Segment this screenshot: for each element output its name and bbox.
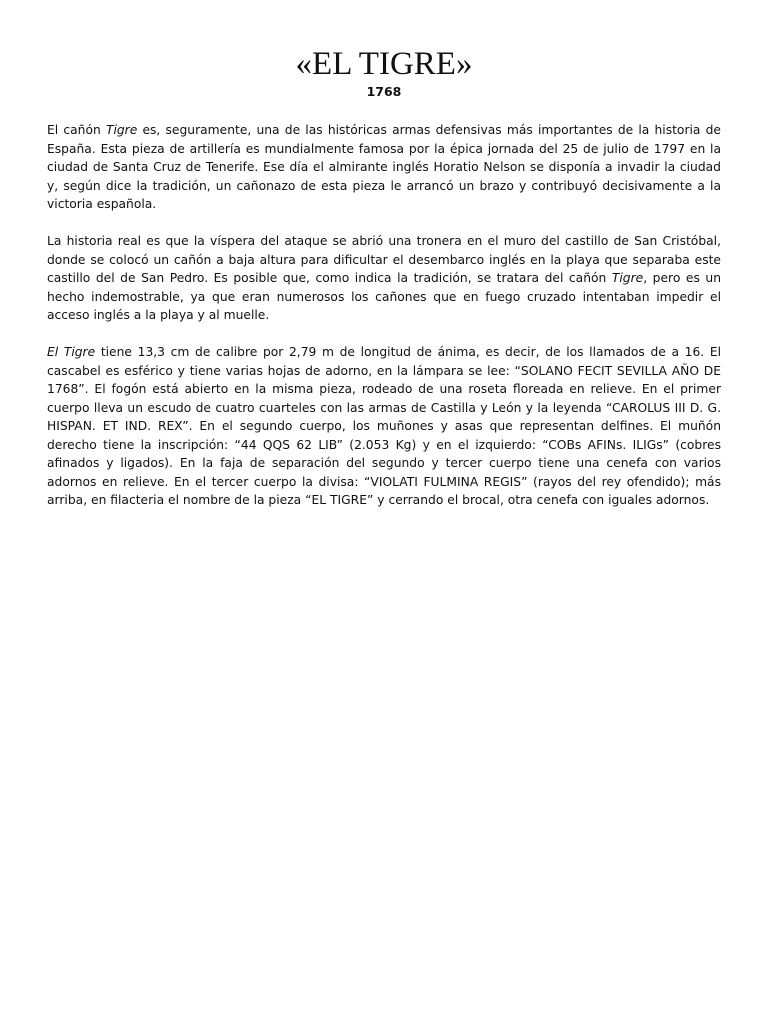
text-segment: La historia real es que la víspera del ataque se abrió una tronera en el muro del castillo de San Cristóbal, donde se colocó un cañón a baja altura para dificultar el desembarco inglés en la playa que separaba este castillo del de San Pedro. Es posible que, como indica la tradición, se tratara del cañón bbox=[47, 234, 721, 285]
text-segment: El cañón bbox=[47, 123, 106, 137]
paragraph-description bbox=[47, 343, 721, 510]
document-body bbox=[47, 121, 721, 510]
text-segment-italic: Tigre bbox=[105, 123, 138, 137]
text-segment: , pero es un hecho indemostrable, ya que eran numerosos los cañones que en fuego cruzado intentaban impedir el acceso inglés a la playa y al muelle. bbox=[47, 271, 722, 322]
text-segment: tiene 13,3 cm de calibre por 2,79 m de longitud de ánima, es decir, de los llamados de a 16. El cascabel es esférico y tiene varias hojas de adorno, en la lámpara se lee: “SOLANO FECIT SEVILLA AÑO DE 1768”. El fogón está abierto en la misma pieza, rodeado de una roseta floreada en relieve. En el primer cuerpo lleva un escudo de cuatro cuarteles con las armas de Castilla y León y la leyenda “CAROLUS III D. G. HISPAN. ET IND. REX”. En el segundo cuerpo, los muñones y asas que representan delfines. El muñón derecho tiene la inscripción: “44 QQS 62 LIB” (2.053 Kg) y en el izquierdo: “COBs AFINs. ILIGs” (cobres afinados y ligados). En la faja de separación del segundo y tercer cuerpo tiene una cenefa con varios adornos en relieve. En el tercer cuerpo la divisa: “VIOLATI FULMINA REGIS” (rayos del rey ofendido); más arriba, en filacteria el nombre de la pieza “EL TIGRE” y cerrando el brocal, otra cenefa con iguales adornos. bbox=[47, 345, 721, 507]
document-year: 1768 bbox=[366, 84, 402, 99]
text-segment-italic: Tigre bbox=[611, 271, 644, 285]
paragraph-intro bbox=[47, 121, 721, 214]
document-title: «EL TIGRE» bbox=[295, 46, 473, 82]
text-segment: es, seguramente, una de las históricas armas defensivas más importantes de la historia de España. Esta pieza de artillería es mundialmente famosa por la épica jornada del 25 de julio de 1797 en la ciudad de Santa Cruz de Tenerife. Ese día el almirante inglés Horatio Nelson se disponía a invadir la ciudad y, según dice la tradición, un cañonazo de esta pieza le arrancó un brazo y contribuyó decisivamente a la victoria española. bbox=[47, 123, 721, 211]
document-page bbox=[47, 44, 721, 528]
paragraph-history bbox=[47, 232, 721, 325]
text-segment-italic: El Tigre bbox=[47, 345, 96, 359]
